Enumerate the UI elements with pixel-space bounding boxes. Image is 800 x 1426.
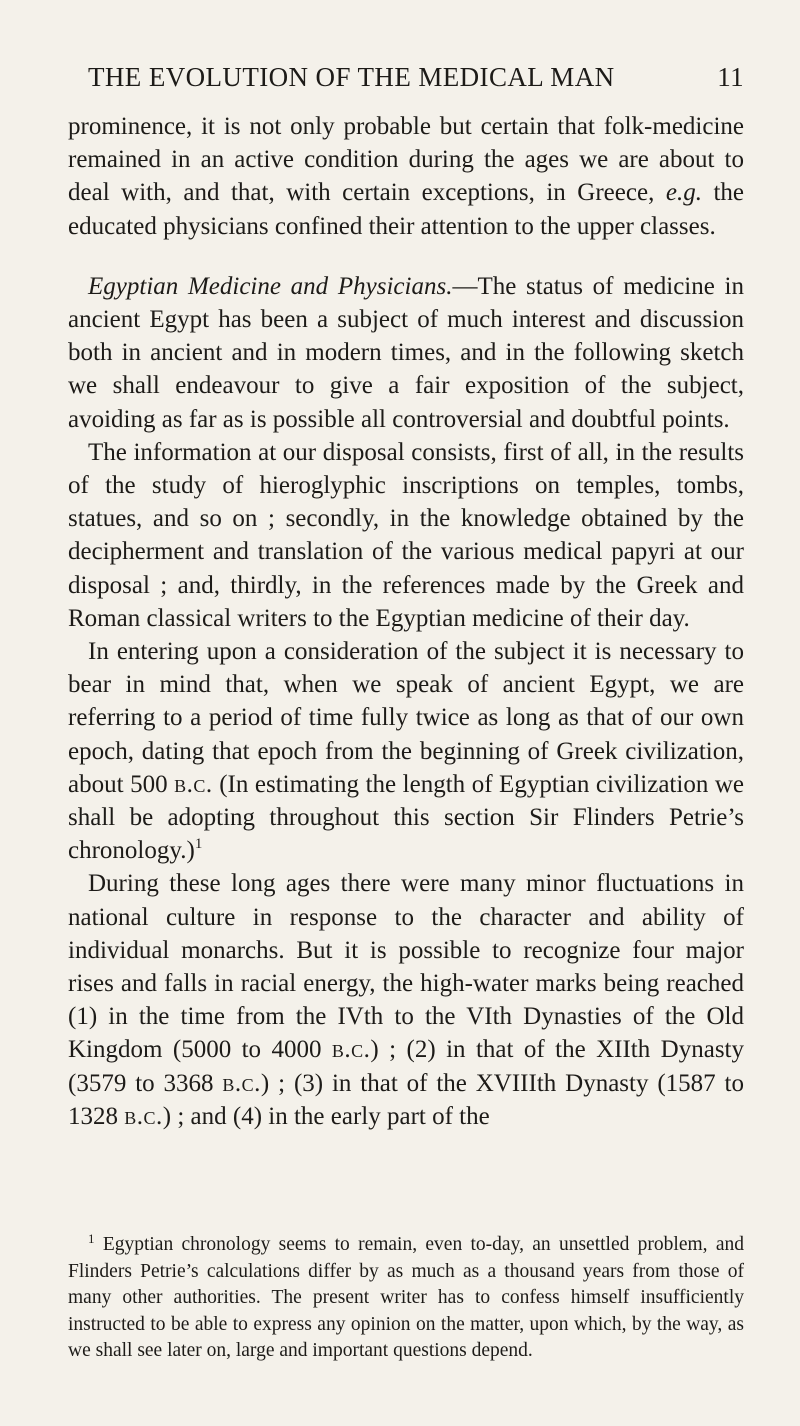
footnote-text: Egyptian chronology seems to remain, even to-day, an unsettled problem, and Flinders Petrie’s calculations differ by as much as a thousand years from those of many other authorities. The present writer has to confess himself insufficiently instructed to be able to express any opinion on the matter, upon which, by the way, as we shall see later on, large and important questions depend. [68, 1234, 744, 1362]
paragraph-consideration: In entering upon a consideration of the subject it is necessary to bear in mind that, when we speak of ancient Egypt, we are referring to a period of time fully twice as long as that of our own epoch, dating that epoch from the beginning of Greek civilization, about 500 b.c. (In estimating the length of Egyptian civilization we shall be adopting throughout this section Sir Flinders Petrie’s chronology.)$^1$ [68, 638, 745, 865]
paragraph-continued: prominence, it is not only probable but certain that folk-medicine remained in an active condition during the ages we are about to deal with, and that, with certain exceptions, in Greece, e.g. the educated physicians confined their attention to the upper classes. [68, 113, 745, 240]
section-heading: Egyptian Medicine and Physicians. [88, 272, 453, 300]
paragraph-fluctuations: During these long ages there were many minor fluctuations in national culture in response to the character and ability of individual monarchs. But it is possible to recognize four major rises and falls in racial energy, the high-water marks being reached (1) in the time from the IVth to the VIth Dynasties of the Old Kingdom (5000 to 4000 b.c.) ; (2) in that of the XIIth Dynasty (3579 to 3368 b.c.) ; (3) in that of the XVIIIth Dynasty (1587 to 1328 b.c.) ; and (4) in the early part of the [68, 870, 744, 1130]
paragraph-information: The information at our disposal consists, first of all, in the results of the study of hieroglyphic inscriptions on temples, tombs, statues, and so on ; secondly, in the knowledge obtained by the decipherment and translation of the various medical papyri at our disposal ; and, thirdly, in the references made by the Greek and Roman classical writers to the Egyptian medicine of their day. [68, 438, 744, 632]
running-head-title: THE EVOLUTION OF THE MEDICAL MAN [88, 62, 615, 92]
eg-abbreviation: e.g. [665, 179, 702, 207]
body-text [68, 110, 744, 1133]
footnote-marker: 1 [88, 1231, 95, 1246]
page-number: 11 [717, 62, 744, 92]
footnote-reference: 1 [194, 836, 203, 853]
paragraph-egyptian-medicine: Egyptian Medicine and Physicians.—The status of medicine in ancient Egypt has been a subject of much interest and discussion both in ancient and in modern times, and in the following sketch we shall endeavour to give a fair exposition of the subject, avoiding as far as is possible all controversial and doubtful points. [68, 272, 744, 433]
footnote [68, 1232, 744, 1365]
